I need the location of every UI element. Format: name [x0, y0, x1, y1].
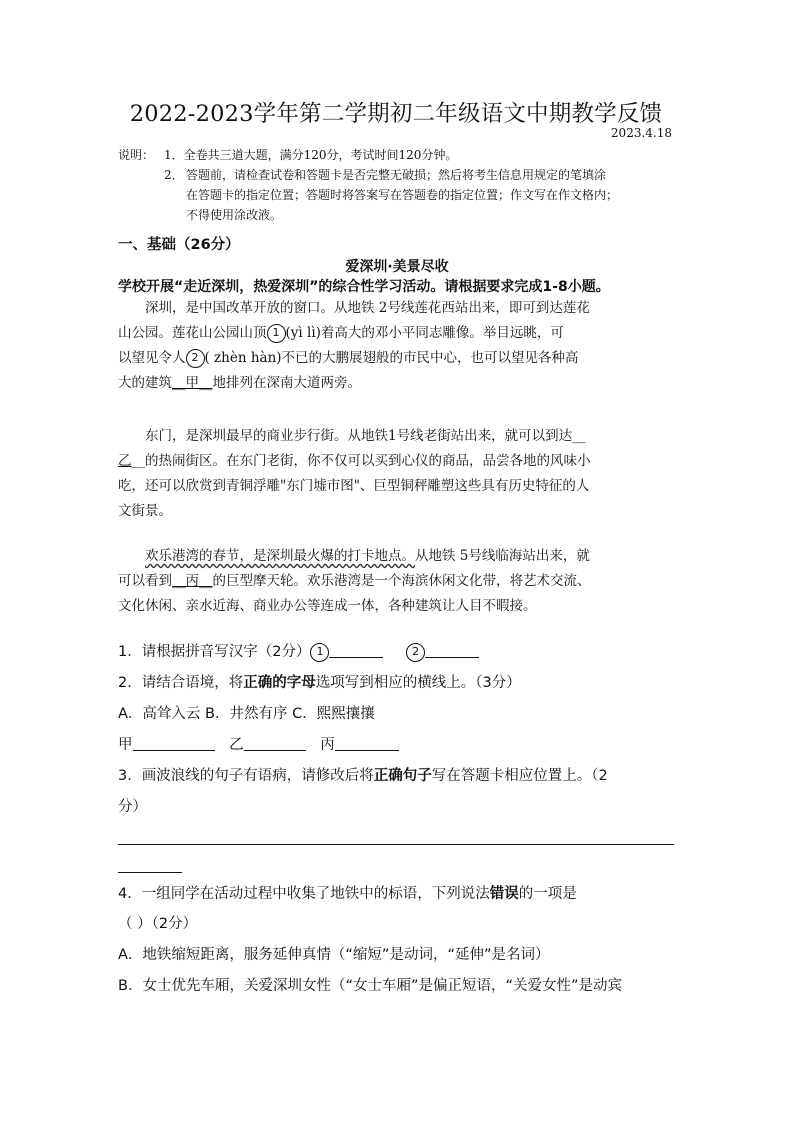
question-3-emphasis: 正确句子: [373, 768, 432, 784]
circled-number-icon: 1: [310, 643, 329, 662]
exam-date: 2023.4.18: [610, 126, 672, 140]
instruction-item-1: 1．全卷共三道大题，满分120分，考试时间120分钟。: [164, 148, 458, 162]
answer-blank-bing[interactable]: [335, 734, 399, 751]
paragraph-line: 文街景。: [118, 503, 172, 519]
question-2-emphasis: 正确的字母: [243, 675, 316, 691]
instruction-item-2-line-3: 不得使用涂改液。: [186, 208, 283, 222]
question-4-answer-bracket: （ ）（2分）: [118, 916, 198, 932]
question-4: [118, 880, 678, 908]
paragraph-text: 从地铁 5号线临海站出来，就: [415, 548, 590, 564]
paragraph-text: 以望见令人: [118, 350, 186, 366]
question-3: [118, 762, 678, 790]
reading-subtitle: 爱深圳·美景尽收: [345, 259, 449, 275]
paragraph-line: 吃，还可以欣赏到青铜浮雕"东门墟市图"、巨型铜秤雕塑这些具有历史特征的人: [118, 478, 590, 494]
circled-number-icon: 1: [267, 324, 286, 343]
paragraph-line: 文化休闲、亲水近海、商业办公等连成一体，各种建筑让人目不暇接。: [118, 598, 537, 614]
answer-line[interactable]: [118, 844, 674, 845]
question-4-option-a: A．地铁缩短距离，服务延伸真情（“缩短”是动词，“延伸”是名词）: [118, 947, 550, 963]
paragraph-text: 地排列在深南大道两旁。: [212, 375, 361, 391]
question-3-text: 3．画波浪线的句子有语病，请修改后将: [118, 768, 374, 784]
answer-blank-2[interactable]: [425, 641, 479, 658]
answer-blank-1[interactable]: [329, 641, 383, 658]
blank-yi: 乙: [118, 453, 132, 469]
paragraph-line: 深圳，是中国改革开放的窗口。从地铁 2号线莲花西站出来，即可到达莲花: [145, 300, 590, 316]
paragraph-text: 大的建筑: [118, 375, 172, 391]
section-intro: 学校开展“走近深圳，热爱深圳”的综合性学习活动。请根据要求完成1-8小题。: [118, 279, 610, 295]
blank-jia: __甲__: [172, 375, 213, 391]
instructions-label: 说明：: [118, 148, 155, 162]
paragraph-text: 山公园。莲花山公园山顶: [118, 325, 267, 341]
question-2-text: 2．请结合语境，将: [118, 675, 244, 691]
instruction-item-2-number: 2．: [164, 168, 184, 182]
answer-blank-yi[interactable]: [244, 734, 306, 751]
question-4-emphasis: 错误: [489, 886, 519, 902]
paragraph-text: __的热闹街区。在东门老街，你不仅可以买到心仪的商品，品尝各地的风味小: [131, 453, 591, 469]
question-1: [118, 638, 678, 666]
question-2-text: 选项写到相应的横线上。（3分）: [315, 675, 521, 691]
blank-label-bing: 丙: [320, 737, 335, 753]
instructions: [118, 145, 678, 225]
paragraph-text: 的巨型摩天轮。欢乐港湾是一个海滨休闲文化带，将艺术交流、: [212, 573, 591, 589]
blank-label-jia: 甲: [118, 737, 133, 753]
paragraph-text: 可以看到: [118, 573, 172, 589]
circled-number-icon: 2: [406, 643, 425, 662]
answer-line-end[interactable]: [118, 872, 182, 873]
question-2-options: A．高耸入云 B．井然有序 C．熙熙攘攘: [118, 706, 375, 722]
question-2: [118, 669, 678, 697]
question-2-blanks: [118, 731, 678, 759]
answer-blank-jia[interactable]: [133, 734, 215, 751]
circled-number-icon: 2: [186, 349, 205, 368]
wavy-underlined-sentence: 欢乐港湾的春节，是深圳最火爆的打卡地点。: [145, 548, 415, 564]
paragraph-text: ( zhèn hàn)不已的大鹏展翅般的市民中心，也可以望见各种高: [204, 350, 579, 366]
instruction-item-2-line-1: 答题前，请检查试卷和答题卡是否完整无破损；然后将考生信息用规定的笔填涂: [186, 168, 607, 182]
page-title: 2022-2023学年第二学期初二年级语文中期教学反馈: [129, 101, 663, 127]
passage-paragraph-2: [118, 424, 676, 524]
question-3-continued: 分）: [118, 799, 147, 815]
paragraph-text: (yì lì)着高大的邓小平同志雕像。举目远眺，可: [285, 325, 564, 341]
blank-bing: __丙__: [172, 573, 213, 589]
passage-paragraph-3: [118, 544, 676, 619]
blank-label-yi: 乙: [229, 737, 244, 753]
instruction-item-2-line-2: 在答题卡的指定位置；答题时将答案写在答题卷的指定位置；作文写在作文格内；: [186, 188, 619, 202]
question-3-text: 写在答题卡相应位置上。（2: [431, 768, 608, 784]
question-4-text: 的一项是: [518, 886, 577, 902]
paragraph-text: 东门，是深圳最早的商业步行街。从地铁1号线老街站出来，就可以到达: [145, 428, 573, 444]
blank-yi-start: __: [572, 428, 586, 444]
question-1-text: 1．请根据拼音写汉字（2分）: [118, 644, 311, 660]
section-heading: 一、基础（26分）: [118, 237, 240, 253]
question-4-text: 4．一组同学在活动过程中收集了地铁中的标语，下列说法: [118, 886, 490, 902]
passage-paragraph-1: [118, 296, 676, 396]
question-4-option-b: B．女士优先车厢，关爱深圳女性（“女士车厢”是偏正短语，“关爱女性”是动宾: [118, 978, 622, 994]
